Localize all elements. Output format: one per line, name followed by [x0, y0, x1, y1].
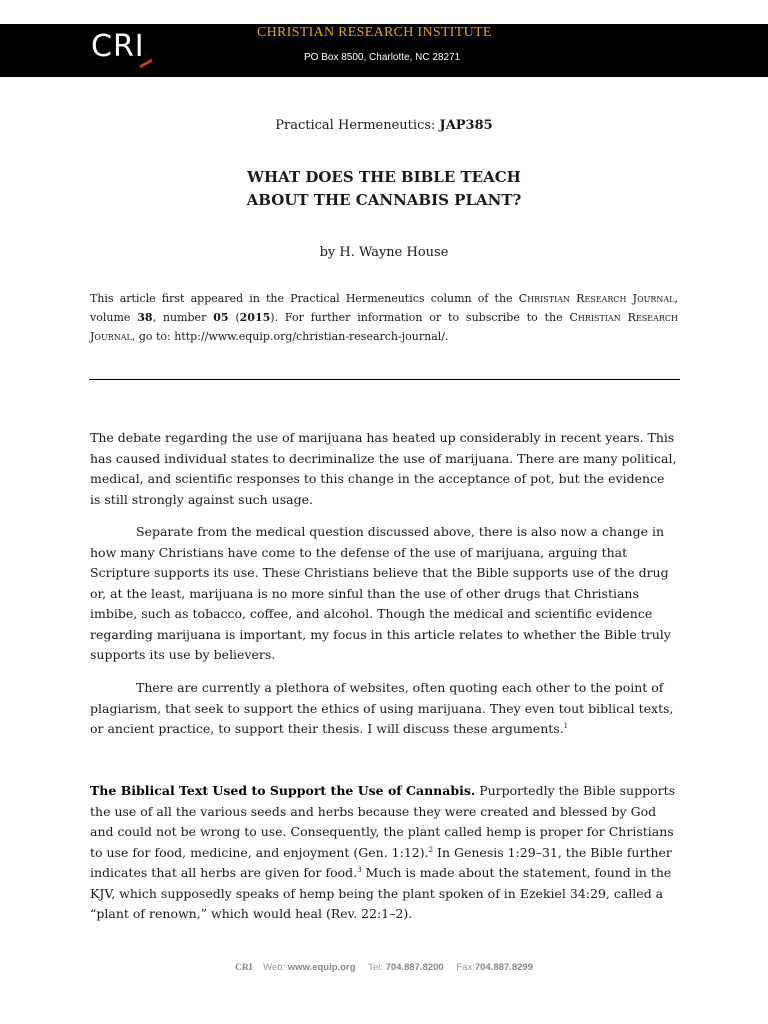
- footnote-ref: 2: [428, 845, 434, 854]
- note-text: ). For further information or to subscribe to the: [270, 311, 570, 324]
- course-code: JAP385: [439, 118, 493, 133]
- footer-tel: 704.887.8200: [385, 962, 444, 973]
- header-bar: [0, 24, 768, 77]
- issue-year: 2015: [239, 311, 271, 324]
- note-text: (: [228, 311, 240, 324]
- journal-name: Christian Research Journal: [518, 292, 675, 305]
- paragraph-1: The debate regarding the use of marijuana has heated up considerably in recent years. This has caused individual states to decriminalize the use of marijuana. There are many political, medical, and scientific responses to this change in the acceptance of pot, but the evidence is still strongly against such usage.: [90, 430, 677, 507]
- footer-web-link[interactable]: www.equip.org: [287, 962, 356, 973]
- issue-number: 05: [213, 311, 229, 324]
- footer-fax: 704.887.8299: [474, 962, 533, 973]
- paragraph-4: [90, 781, 678, 925]
- section-heading: The Biblical Text Used to Support the Use of Cannabis.: [90, 783, 476, 798]
- org-name: CHRISTIAN RESEARCH INSTITUTE: [257, 25, 492, 40]
- footnote-ref: 3: [357, 866, 362, 874]
- publication-note: [90, 289, 678, 346]
- note-text: , number: [152, 311, 214, 324]
- paragraph-4-text: Much is made about the statement, found in the KJV, which supposedly speaks of hemp being the plant spoken of in Ezekiel 34:29, called a “plant of renown,” which would heal (Rev. 22:1–2).: [90, 865, 672, 921]
- cri-logo: CRI: [91, 29, 145, 64]
- paragraph-3-text: There are currently a plethora of websites, often quoting each other to the point of plagiarism, that seek to support the ethics of using marijuana. They even tout biblical texts, or ancient practice, to support their thesis. I will discuss these arguments.: [90, 680, 674, 736]
- divider: [89, 379, 680, 380]
- paragraph-4-text: In Genesis 1:29–31, the Bible further indicates that all herbs are given for food.: [90, 844, 672, 880]
- footer-fax-label: Fax:: [456, 962, 475, 973]
- note-text: This article first appeared in the Practical Hermeneutics column of the: [90, 292, 519, 305]
- paragraph-2: Separate from the medical question discussed above, there is also now a change in how many Christians have come to the defense of the use of marijuana, arguing that Scripture supports its use. These Christians believe that the Bible supports use of the drug or, at the least, marijuana is no more sinful than the use of other drugs that Christians imbibe, such as tobacco, coffee, and alcohol. Though the medical and scientific evidence regarding marijuana is important, my focus in this article relates to whether the Bible truly supports its use by believers.: [90, 524, 671, 662]
- note-text: , volume: [90, 292, 678, 324]
- note-text-link: , go to: http://www.equip.org/christian-research-journal/.: [131, 330, 449, 343]
- paragraph-3: [90, 678, 678, 740]
- org-address: PO Box 8500, Charlotte, NC 28271: [304, 52, 461, 63]
- journal-name: Christian Research Journal: [90, 311, 678, 343]
- title-line-1: WHAT DOES THE BIBLE TEACH: [247, 168, 521, 186]
- footnote-ref: 1: [563, 722, 569, 730]
- footer-tel-label: Tel:: [368, 962, 383, 973]
- footer-logo: CRI: [235, 963, 253, 973]
- course-line: [0, 118, 768, 133]
- page-footer: [0, 962, 768, 973]
- byline: by H. Wayne House: [319, 245, 449, 260]
- article-title: [0, 166, 768, 212]
- title-line-2: ABOUT THE CANNABIS PLANT?: [246, 191, 522, 209]
- footer-web-label: Web:: [263, 962, 286, 973]
- volume-number: 38: [137, 311, 153, 324]
- paragraph-4-text: Purportedly the Bible supports the use of all the various seeds and herbs because they were created and blessed by God and could not be wrong to use. Consequently, the plant called hemp is proper for Christians to use for food, medicine, and enjoyment (Gen. 1:12).: [90, 783, 676, 860]
- course-label: Practical Hermeneutics:: [275, 118, 436, 133]
